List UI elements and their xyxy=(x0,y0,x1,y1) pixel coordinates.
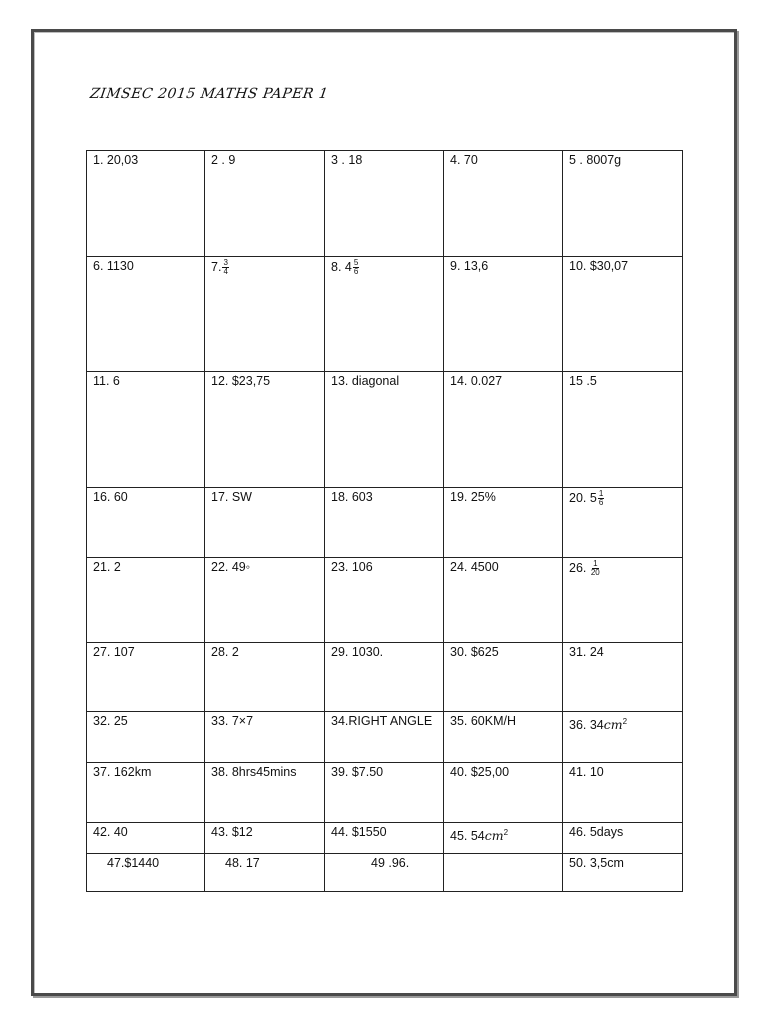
unit-exponent: 2 xyxy=(503,828,509,837)
answer-cell-31: 31. 24 xyxy=(563,643,683,712)
fraction-numerator: 5 xyxy=(353,258,359,267)
answer-cell-12: 12. $23,75 xyxy=(205,372,325,488)
answer-cell-3: 3 . 18 xyxy=(325,151,444,257)
answer-cell-37: 37. 162km xyxy=(87,763,205,823)
answer-cell-23: 23. 106 xyxy=(325,558,444,643)
answer-cell-33: 33. 7×7 xyxy=(205,712,325,763)
fraction xyxy=(222,259,228,276)
fraction-denominator: 20 xyxy=(590,568,600,577)
answer-cell-9: 9. 13,6 xyxy=(444,257,563,372)
answer-cell-40: 40. $25,00 xyxy=(444,763,563,823)
answer-cell-26 xyxy=(563,558,683,643)
unit-exponent: 2 xyxy=(622,717,628,726)
answer-cell-21: 21. 2 xyxy=(87,558,205,643)
answer-cell-20 xyxy=(563,488,683,558)
answer-cell-29: 29. 1030. xyxy=(325,643,444,712)
answer-cell-39: 39. $7.50 xyxy=(325,763,444,823)
answer-label: 20. 5 xyxy=(569,490,597,505)
table-row xyxy=(87,488,683,558)
answer-cell-47: 47.$1440 xyxy=(87,854,205,892)
answer-cell-7 xyxy=(205,257,325,372)
answer-cell-4: 4. 70 xyxy=(444,151,563,257)
fraction-numerator: 1 xyxy=(598,489,604,498)
answer-cell-22: 22. 49◦ xyxy=(205,558,325,643)
answer-cell-35: 35. 60KM/H xyxy=(444,712,563,763)
unit: cm xyxy=(603,717,623,733)
answer-cell-5: 5 . 8007g xyxy=(563,151,683,257)
answer-cell-34: 34.RIGHT ANGLE xyxy=(325,712,444,763)
answer-cell-15: 15 .5 xyxy=(563,372,683,488)
answer-cell-45 xyxy=(444,823,563,854)
answer-cell-46: 46. 5days xyxy=(563,823,683,854)
answer-cell-36 xyxy=(563,712,683,763)
answer-cell-17: 17. SW xyxy=(205,488,325,558)
answer-cell-10: 10. $30,07 xyxy=(563,257,683,372)
table-row xyxy=(87,372,683,488)
fraction xyxy=(591,560,600,577)
unit: cm xyxy=(484,828,504,844)
answer-cell-27: 27. 107 xyxy=(87,643,205,712)
answer-cell-2: 2 . 9 xyxy=(205,151,325,257)
table-row xyxy=(87,823,683,854)
table-row xyxy=(87,854,683,892)
answer-cell-32: 32. 25 xyxy=(87,712,205,763)
table-row xyxy=(87,712,683,763)
answer-cell-38: 38. 8hrs45mins xyxy=(205,763,325,823)
table-row xyxy=(87,763,683,823)
answer-cell-28: 28. 2 xyxy=(205,643,325,712)
answer-cell-41: 41. 10 xyxy=(563,763,683,823)
answer-cell-18: 18. 603 xyxy=(325,488,444,558)
answer-cell-8 xyxy=(325,257,444,372)
answer-cell-1: 1. 20,03 xyxy=(87,151,205,257)
answer-cell-6: 6. 1130 xyxy=(87,257,205,372)
document-title: ZIMSEC 2015 MATHS PAPER 1 xyxy=(88,86,330,102)
answer-cell-empty xyxy=(444,854,563,892)
fraction xyxy=(598,490,604,507)
answer-cell-43: 43. $12 xyxy=(205,823,325,854)
answer-label: 45. 54 xyxy=(450,829,485,844)
fraction-numerator: 3 xyxy=(223,258,228,267)
fraction xyxy=(353,259,359,276)
table-row xyxy=(87,257,683,372)
answer-cell-50: 50. 3,5cm xyxy=(563,854,683,892)
answer-label: 36. 34 xyxy=(569,718,604,733)
answer-cell-16: 16. 60 xyxy=(87,488,205,558)
answer-label: 8. 4 xyxy=(331,259,352,274)
fraction-numerator: 1 xyxy=(593,559,598,568)
fraction-denominator: 4 xyxy=(223,267,228,276)
fraction-denominator: 6 xyxy=(353,267,359,276)
answer-cell-44: 44. $1550 xyxy=(325,823,444,854)
answer-cell-13: 13. diagonal xyxy=(325,372,444,488)
fraction-denominator: 6 xyxy=(598,498,604,507)
answer-cell-49: 49 .96. xyxy=(325,854,444,892)
answer-label: 26. xyxy=(569,560,590,575)
table-row xyxy=(87,558,683,643)
answer-cell-24: 24. 4500 xyxy=(444,558,563,643)
answer-cell-11: 11. 6 xyxy=(87,372,205,488)
answer-table xyxy=(86,150,683,892)
answer-cell-30: 30. $625 xyxy=(444,643,563,712)
answer-cell-19: 19. 25% xyxy=(444,488,563,558)
answer-cell-48: 48. 17 xyxy=(205,854,325,892)
answer-label: 7. xyxy=(211,259,222,274)
answer-cell-14: 14. 0.027 xyxy=(444,372,563,488)
table-row xyxy=(87,151,683,257)
answer-cell-42: 42. 40 xyxy=(87,823,205,854)
table-row xyxy=(87,643,683,712)
